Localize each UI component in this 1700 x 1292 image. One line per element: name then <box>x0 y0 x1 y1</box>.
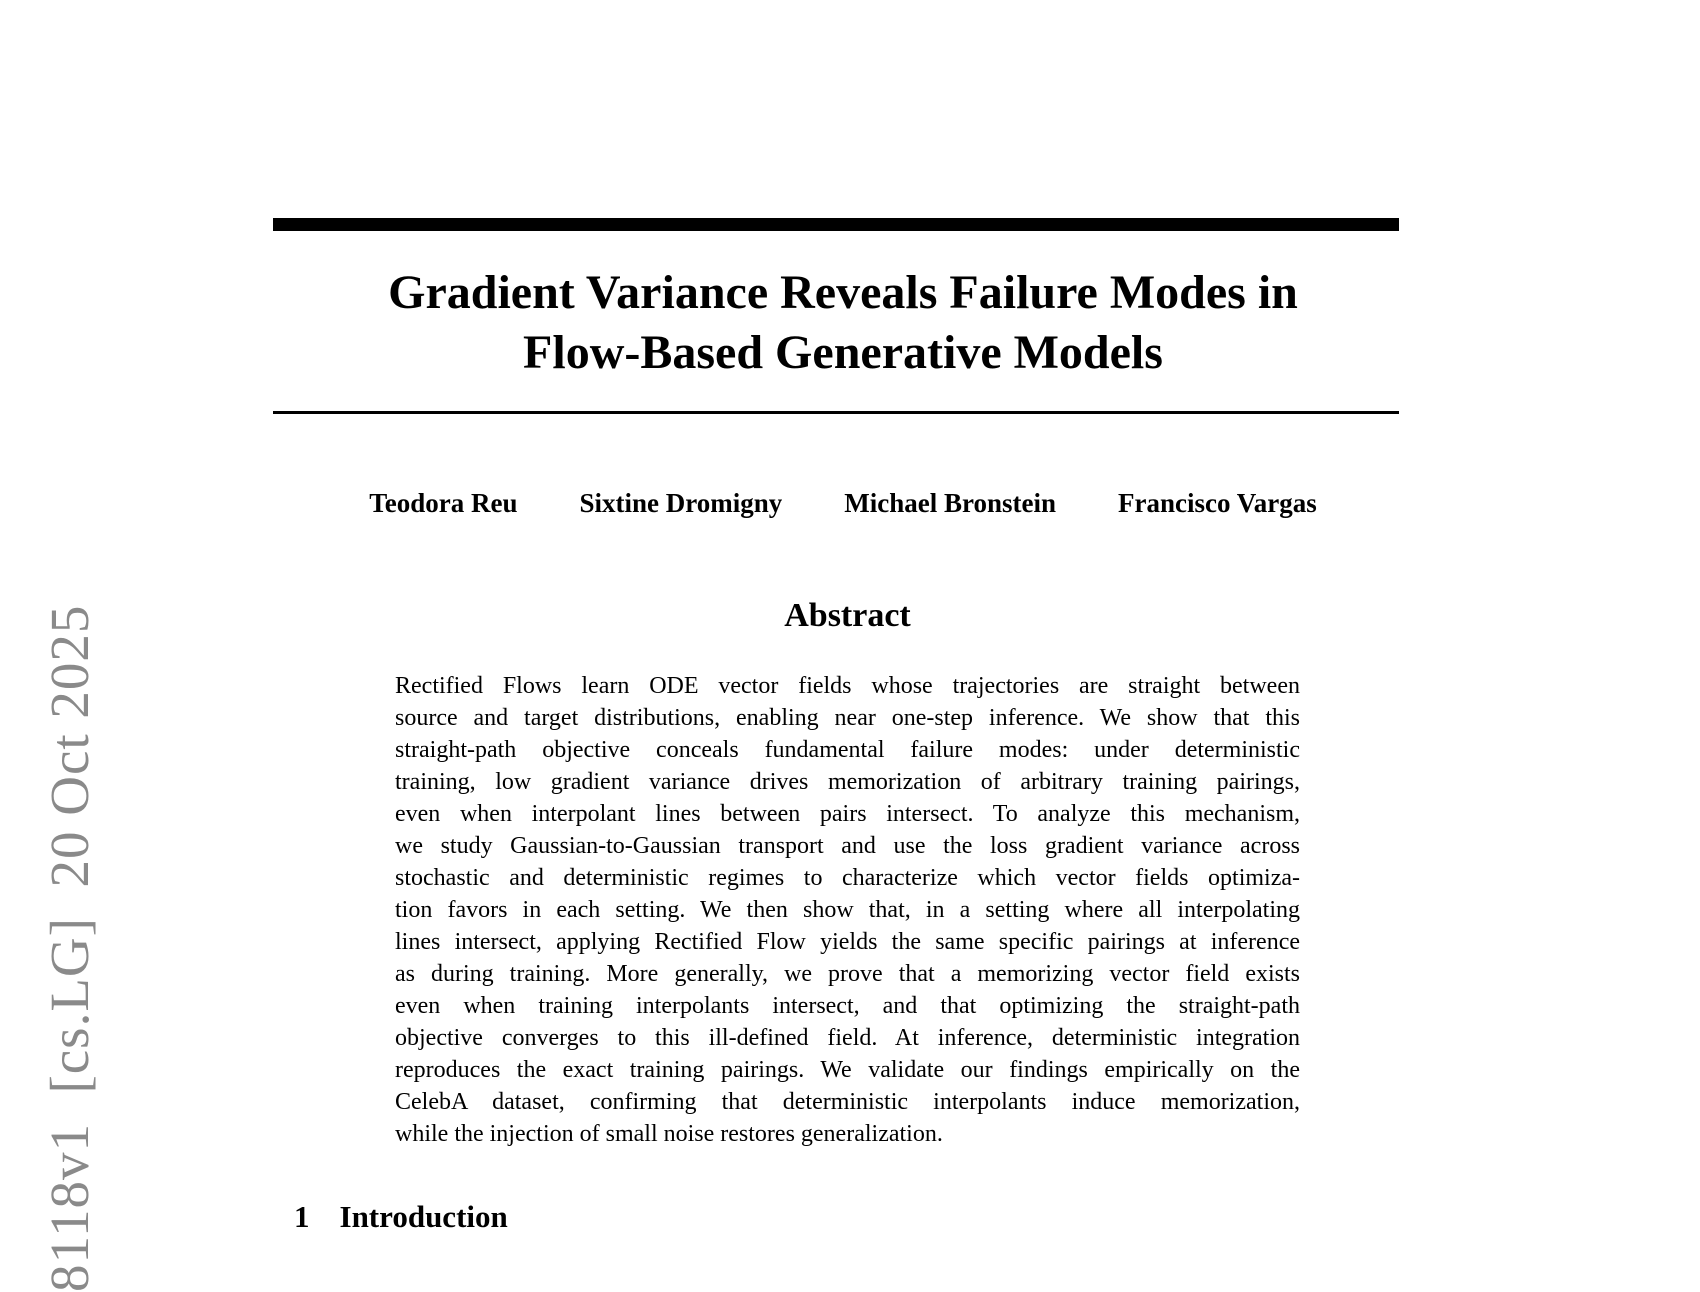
abstract-line: lines intersect, applying Rectified Flow yields the same specific pairings at inference <box>395 929 1300 955</box>
paper-title <box>273 263 1413 383</box>
abstract-line: reproduces the exact training pairings. We validate our findings empirically on the <box>395 1057 1300 1083</box>
abstract-line: even when training interpolants intersect, and that optimizing the straight-path <box>395 993 1300 1019</box>
paper-title-line1: Gradient Variance Reveals Failure Modes in <box>388 266 1298 319</box>
abstract-line: even when interpolant lines between pairs intersect. To analyze this mechanism, <box>395 801 1300 827</box>
paper-title-line2: Flow-Based Generative Models <box>523 326 1163 379</box>
abstract-line: straight-path objective conceals fundamental failure modes: under deterministic <box>395 737 1300 763</box>
abstract-heading: Abstract <box>784 597 911 634</box>
author-name: Francisco Vargas <box>1118 488 1317 518</box>
abstract-line: we study Gaussian-to-Gaussian transport and use the loss gradient variance across <box>395 833 1300 859</box>
arxiv-watermark: 8118v1 [cs.LG] 20 Oct 2025 <box>39 604 100 1292</box>
abstract-line: CelebA dataset, confirming that deterministic interpolants induce memorization, <box>395 1089 1300 1115</box>
author-name: Teodora Reu <box>369 488 518 518</box>
abstract-line: Rectified Flows learn ODE vector fields whose trajectories are straight between <box>395 673 1300 699</box>
abstract-line: as during training. More generally, we prove that a memorizing vector field exists <box>395 961 1300 987</box>
section-title: Introduction <box>339 1199 508 1234</box>
section-number: 1 <box>294 1199 310 1234</box>
abstract-line: training, low gradient variance drives memorization of arbitrary training pairings, <box>395 769 1300 795</box>
title-rule-top <box>273 218 1399 231</box>
abstract-line: source and target distributions, enabling near one-step inference. We show that this <box>395 705 1300 731</box>
author-name: Sixtine Dromigny <box>579 488 783 518</box>
author-name: Michael Bronstein <box>844 488 1057 518</box>
abstract-body <box>395 670 1300 1150</box>
abstract-line: tion favors in each setting. We then show that, in a setting where all interpolating <box>395 897 1300 923</box>
abstract-line: while the injection of small noise restores generalization. <box>395 1121 943 1147</box>
abstract-line: objective converges to this ill-defined field. At inference, deterministic integration <box>395 1025 1300 1051</box>
authors-row <box>273 487 1413 519</box>
section-heading-introduction <box>294 1198 508 1236</box>
title-rule-bottom <box>273 411 1399 414</box>
abstract-line: stochastic and deterministic regimes to characterize which vector fields optimiza- <box>395 865 1300 891</box>
